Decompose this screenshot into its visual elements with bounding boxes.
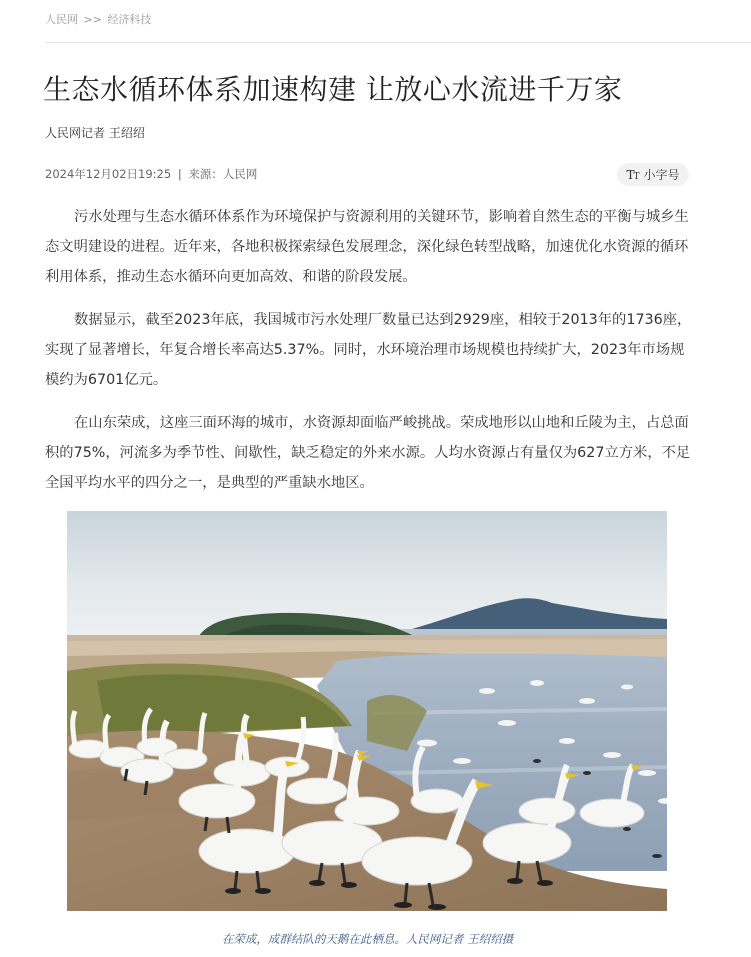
breadcrumb-section-link[interactable]: 经济科技	[107, 13, 152, 26]
article-source: 来源：人民网	[188, 167, 258, 181]
font-size-toggle-label: 小字号	[643, 168, 680, 182]
article-author: 人民网记者 王绍绍	[45, 126, 145, 140]
breadcrumb	[45, 11, 151, 27]
article-photo	[67, 511, 667, 911]
article-paragraph-2: 数据显示，截至2023年底，我国城市污水处理厂数量已达到2929座，相较于2013年的1736座，实现了显著增长，年复合增长率高达5.37%。同时，水环境治理市场规模也持续扩大，2023年市场规模约为6701亿元。	[45, 312, 692, 388]
photo-caption: 在荣成，成群结队的天鹅在此栖息。人民网记者 王绍绍摄	[221, 932, 514, 946]
article-title: 生态水循环体系加速构建 让放心水流进千万家	[43, 73, 623, 106]
article-datetime: 2024年12月02日19:25	[45, 167, 172, 181]
article-meta	[45, 166, 257, 182]
font-size-toggle-button[interactable]	[617, 163, 689, 186]
article-paragraph-1: 污水处理与生态水循环体系作为环境保护与资源利用的关键环节，影响着自然生态的平衡与城乡生态文明建设的进程。近年来，各地积极探索绿色发展理念，深化绿色转型战略，加速优化水资源的循环利用体系，推动生态水循环向更加高效、和谐的阶段发展。	[45, 209, 689, 285]
article-paragraph-3: 在山东荣成，这座三面环海的城市，水资源却面临严峻挑战。荣成地形以山地和丘陵为主，占总面积的75%，河流多为季节性、间歇性，缺乏稳定的外来水源。人均水资源占有量仅为627立方米，不足全国平均水平的四分之一，是典型的严重缺水地区。	[45, 415, 691, 491]
header-divider	[45, 42, 751, 43]
text-size-icon: TT	[626, 167, 639, 182]
breadcrumb-home-link[interactable]: 人民网	[45, 13, 78, 26]
meta-divider: |	[177, 167, 182, 181]
breadcrumb-separator: >>	[83, 13, 102, 26]
